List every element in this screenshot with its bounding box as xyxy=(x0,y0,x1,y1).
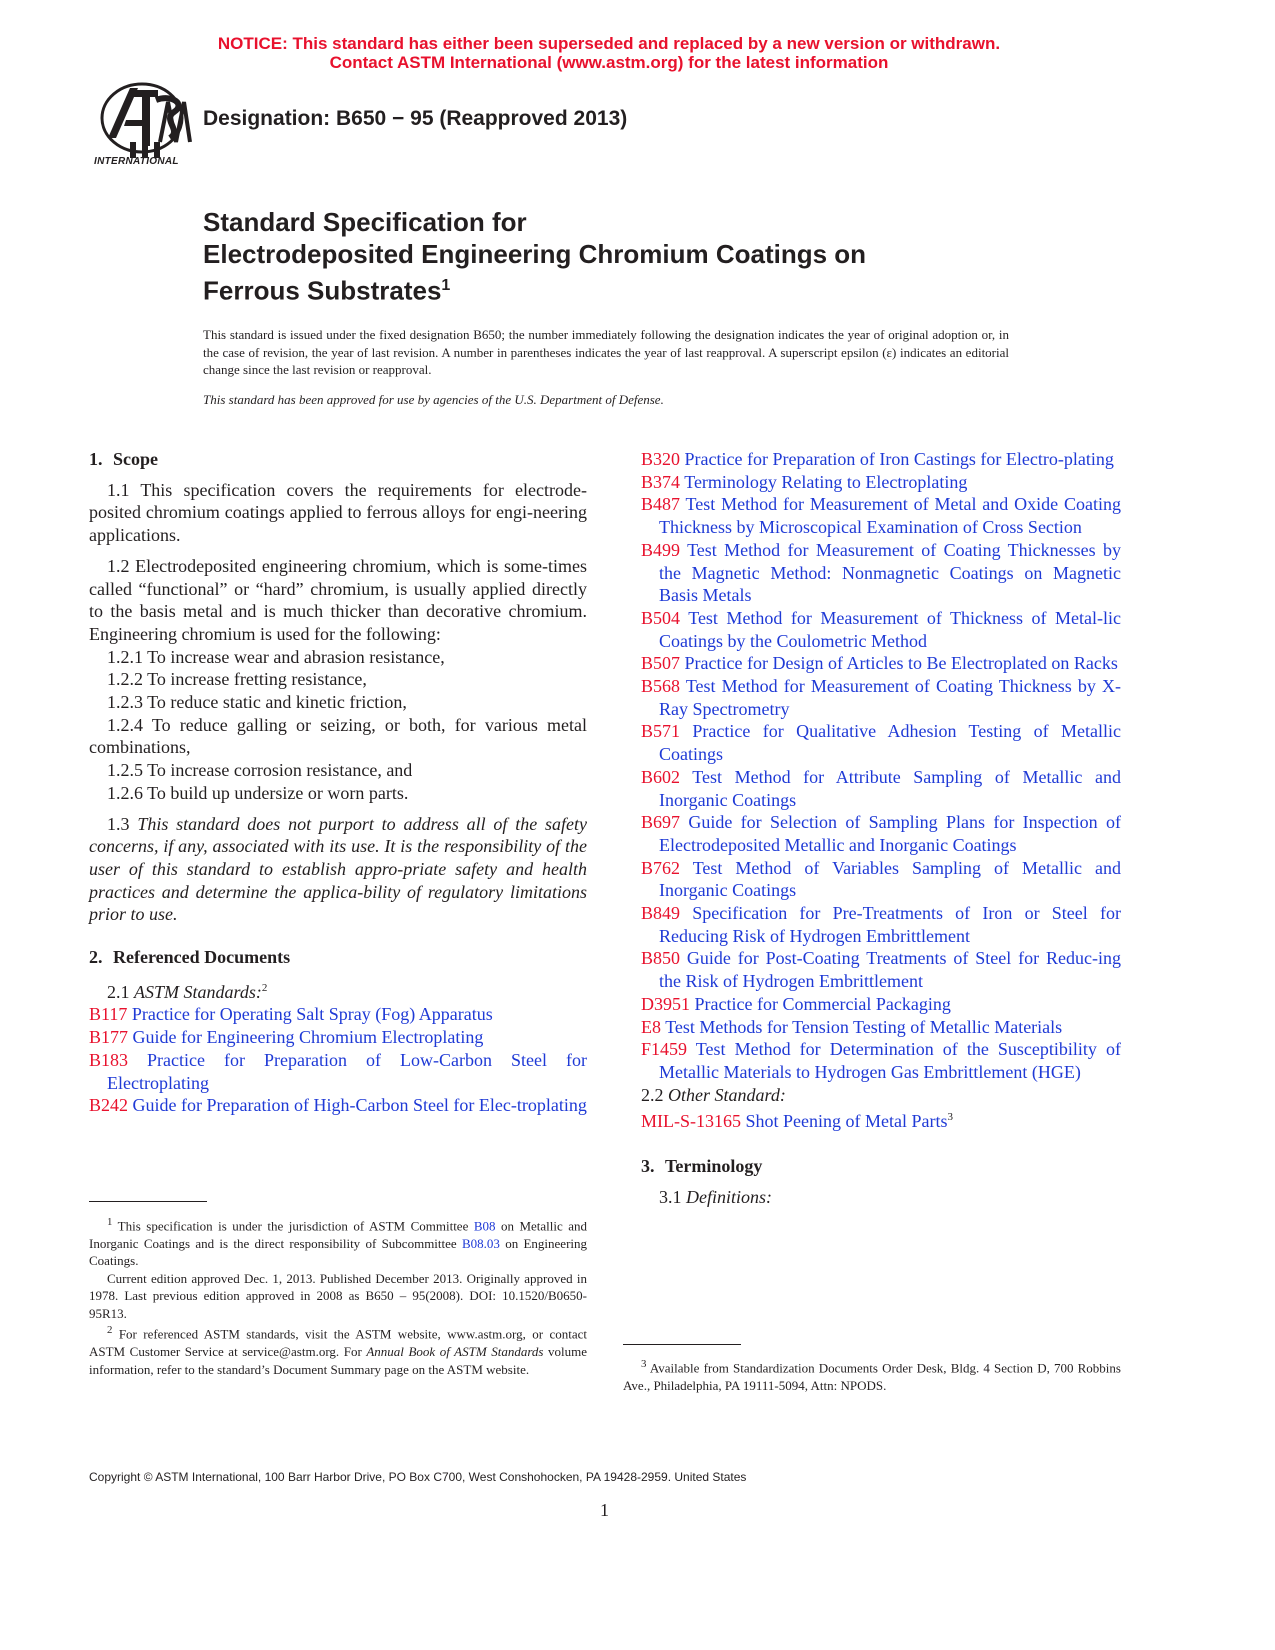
preamble-text: This standard is issued under the fixed designation B650; the number immediately following the designation indicates the year of original adoption or, in the case of revision, the year of last revision. A number in parentheses indicates the year of last reapproval. A superscript epsilon (ε) indicates an editorial change since the last revision or reapproval. xyxy=(203,327,1009,377)
footnote-1-edition: Current edition approved Dec. 1, 2013. Published December 2013. Originally approved in 1978. Last previous edition approved in 2008 as B650 – 95(2008). DOI: 10.1520/B0650-95R13. xyxy=(89,1270,587,1321)
reference-code[interactable]: B374 xyxy=(641,471,681,492)
reference-item-b487[interactable] xyxy=(641,493,1121,538)
reference-item-b762[interactable] xyxy=(641,857,1121,902)
reference-item-b504[interactable] xyxy=(641,607,1121,652)
scope-item: 1.2.2 To increase fretting resistance, xyxy=(107,669,367,690)
astm-logo xyxy=(90,80,202,180)
footnote-rule-right xyxy=(623,1344,741,1345)
reference-title[interactable]: Guide for Post-Coating Treatments of Steel for Reduc-ing the Risk of Hydrogen Embrittlement xyxy=(659,948,1122,992)
other-standard-subheading: 2.2 Other Standard: xyxy=(641,1084,786,1105)
reference-item-b568[interactable] xyxy=(641,675,1121,720)
reference-item-b850[interactable] xyxy=(641,947,1121,992)
title-line-1: Standard Specification for xyxy=(203,207,527,237)
reference-code[interactable]: B568 xyxy=(641,676,681,697)
b0803-link[interactable]: B08.03 xyxy=(461,1235,500,1251)
reference-code[interactable]: B320 xyxy=(641,449,681,469)
reference-code[interactable]: B850 xyxy=(641,948,681,969)
reference-item-d3951[interactable] xyxy=(641,993,1121,1016)
title-line-3: Ferrous Substrates$^1$ xyxy=(203,275,451,306)
reference-code[interactable]: B697 xyxy=(641,812,681,833)
reference-code[interactable]: D3951 xyxy=(641,993,690,1014)
section-heading-terminology: 3. Terminology xyxy=(641,1156,763,1177)
reference-code[interactable]: B504 xyxy=(641,607,681,628)
notice-line-2: Contact ASTM International (www.astm.org) for the latest information xyxy=(329,53,889,72)
footnote-1: $^1$ This specification is under the jurisdiction of ASTM Committee B08 on Metallic and Inorganic Coatings and is the direct responsibility of Subcommittee B08.03 on Engineering Coatings. xyxy=(89,1216,588,1269)
reference-item-b117[interactable] xyxy=(89,1003,587,1026)
reference-title[interactable]: Test Method for Measurement of Metal and Oxide Coating Thickness by Microscopical Examination of Cross Section xyxy=(659,494,1121,538)
refdocs-subheading: 2.1 ASTM Standards:$^2$ xyxy=(107,981,268,1002)
scope-para-1-1: 1.1 This specification covers the requirements for electrode-posited chromium coatings applied to ferrous alloys for engi-neering applications. xyxy=(89,479,587,546)
reference-code[interactable]: B762 xyxy=(641,857,681,878)
reference-item-e8[interactable] xyxy=(641,1016,1121,1039)
reference-item-b242[interactable] xyxy=(89,1094,587,1117)
reference-title[interactable]: Terminology Relating to Electroplating xyxy=(684,471,968,492)
reference-title[interactable]: Test Methods for Tension Testing of Metallic Materials xyxy=(665,1016,1063,1037)
reference-title[interactable]: Practice for Preparation of Low-Carbon Steel for Electroplating xyxy=(107,1049,587,1093)
footnote-2: $^2$ For referenced ASTM standards, visit the ASTM website, www.astm.org, or contact ASTM Customer Service at service@astm.org. For Annual Book of ASTM Standards volume information, refer to the standard’s Document Summary page on the ASTM website. xyxy=(89,1324,588,1377)
reference-code[interactable]: B602 xyxy=(641,766,681,787)
scope-item: 1.2.4 To reduce galling or seizing, or both, for various metal combinations, xyxy=(89,714,587,758)
reference-title[interactable]: Specification for Pre-Treatments of Iron or Steel for Reducing Risk of Hydrogen Embrittlement xyxy=(659,903,1121,946)
reference-code[interactable]: B487 xyxy=(641,494,681,515)
scope-item: 1.2.3 To reduce static and kinetic friction, xyxy=(107,692,407,713)
reference-title[interactable]: Guide for Preparation of High-Carbon Steel for Elec-troplating xyxy=(132,1095,587,1116)
reference-title[interactable]: Test Method for Measurement of Coating Thickness by X-Ray Spectrometry xyxy=(659,676,1121,719)
notice-line-1: NOTICE: This standard has either been superseded and replaced by a new version or withdrawn. xyxy=(217,34,1001,53)
dod-note: This standard has been approved for use by agencies of the U.S. Department of Defense. xyxy=(203,392,664,407)
reference-item-b507[interactable] xyxy=(641,652,1121,675)
copyright-line: Copyright © ASTM International, 100 Barr Harbor Drive, PO Box C700, West Conshohocken, PA 19428-2959. United States xyxy=(89,1470,747,1484)
left-reference-list xyxy=(89,1003,587,1117)
reference-title[interactable]: Test Method for Determination of the Susceptibility of Metallic Materials to Hydrogen Gas Embrittlement (HGE) xyxy=(659,1039,1121,1082)
reference-item-b320[interactable] xyxy=(641,448,1121,471)
scope-item: 1.2.1 To increase wear and abrasion resistance, xyxy=(107,646,445,667)
b08-link[interactable]: B08 xyxy=(473,1218,496,1234)
reference-title[interactable]: Practice for Qualitative Adhesion Testing of Metallic Coatings xyxy=(659,721,1122,765)
reference-item-b499[interactable] xyxy=(641,539,1121,607)
reference-code[interactable]: F1459 xyxy=(641,1039,688,1060)
scope-para-1-2: 1.2 Electrodeposited engineering chromium, which is some-times called “functional” or “hard” chromium, is usually applied directly to the basis metal and is much thicker than decorative chromium. Engineering chromium is used for the following: xyxy=(89,555,587,644)
reference-item-b571[interactable] xyxy=(641,720,1121,765)
reference-title[interactable]: Test Method for Attribute Sampling of Metallic and Inorganic Coatings xyxy=(659,766,1121,810)
reference-code[interactable]: E8 xyxy=(641,1016,661,1037)
footnote-rule-left xyxy=(89,1201,207,1202)
mil-reference[interactable]: MIL-S-13165 Shot Peening of Metal Parts$^3$ xyxy=(641,1111,953,1132)
reference-title[interactable]: Practice for Operating Salt Spray (Fog) Apparatus xyxy=(131,1004,493,1025)
reference-code[interactable]: B499 xyxy=(641,539,681,560)
reference-item-b374[interactable] xyxy=(641,471,1121,494)
title-footnote-mark: 1 xyxy=(441,277,451,294)
reference-title[interactable]: Guide for Selection of Sampling Plans for Inspection of Electrodeposited Metallic and Inorganic Coatings xyxy=(659,812,1121,855)
reference-item-b177[interactable] xyxy=(89,1026,587,1049)
reference-title[interactable]: Guide for Engineering Chromium Electroplating xyxy=(132,1027,484,1048)
reference-title[interactable]: Test Method of Variables Sampling of Metallic and Inorganic Coatings xyxy=(659,857,1121,901)
reference-code[interactable]: B177 xyxy=(89,1027,129,1048)
reference-item-b183[interactable] xyxy=(89,1049,587,1094)
reference-code[interactable]: B183 xyxy=(89,1049,129,1070)
reference-code[interactable]: B242 xyxy=(89,1095,129,1116)
scope-item: 1.2.6 To build up undersize or worn parts. xyxy=(107,782,409,803)
terminology-subheading: 3.1 Definitions: xyxy=(659,1186,772,1207)
scope-item: 1.2.5 To increase corrosion resistance, and xyxy=(107,760,413,781)
scope-para-1-3: 1.3 This standard does not purport to address all of the safety concerns, if any, associated with its use. It is the responsibility of the user of this standard to establish appro-priate safety and health practices and determine the applica-bility of regulatory limitations prior to use. xyxy=(89,813,588,925)
notice-banner xyxy=(0,34,1218,72)
footnote-3: $^3$ Available from Standardization Documents Order Desk, Bldg. 4 Section D, 700 Robbins Ave., Philadelphia, PA 19111-5094, Attn: NPODS. xyxy=(623,1358,1121,1393)
right-column xyxy=(641,448,1121,1209)
section-heading-refdocs: 2. Referenced Documents xyxy=(89,947,291,968)
right-reference-list xyxy=(641,448,1121,1084)
left-column xyxy=(89,448,587,1117)
reference-title[interactable]: Practice for Design of Articles to Be Electroplated on Racks xyxy=(684,653,1118,674)
title-line-2: Electrodeposited Engineering Chromium Coatings on xyxy=(203,239,867,269)
preamble xyxy=(203,326,1009,379)
page-number: 1 xyxy=(600,1500,609,1520)
reference-item-b602[interactable] xyxy=(641,766,1121,811)
document-title xyxy=(203,206,866,307)
reference-title[interactable]: Test Method for Measurement of Coating Thicknesses by the Magnetic Method: Nonmagnetic Coatings on Magnetic Basis Metals xyxy=(659,539,1121,606)
reference-code[interactable]: B507 xyxy=(641,653,681,674)
reference-code[interactable]: B571 xyxy=(641,721,681,742)
reference-title[interactable]: Practice for Preparation of Iron Castings for Electro-plating xyxy=(684,449,1114,469)
footnotes-right xyxy=(623,1356,1121,1394)
reference-item-b849[interactable] xyxy=(641,902,1121,947)
footnotes-left xyxy=(89,1214,587,1378)
reference-code[interactable]: B849 xyxy=(641,903,681,924)
logo-text: INTERNATIONAL xyxy=(94,156,179,167)
reference-title[interactable]: Test Method for Measurement of Thickness of Metal-lic Coatings by the Coulometric Method xyxy=(659,607,1121,651)
reference-title[interactable]: Practice for Commercial Packaging xyxy=(694,993,951,1014)
section-heading-scope: 1. Scope xyxy=(89,449,158,469)
designation: Designation: B650 − 95 (Reapproved 2013) xyxy=(203,107,628,130)
reference-code[interactable]: B117 xyxy=(89,1004,128,1025)
reference-item-b697[interactable] xyxy=(641,811,1121,856)
reference-item-f1459[interactable] xyxy=(641,1038,1121,1083)
